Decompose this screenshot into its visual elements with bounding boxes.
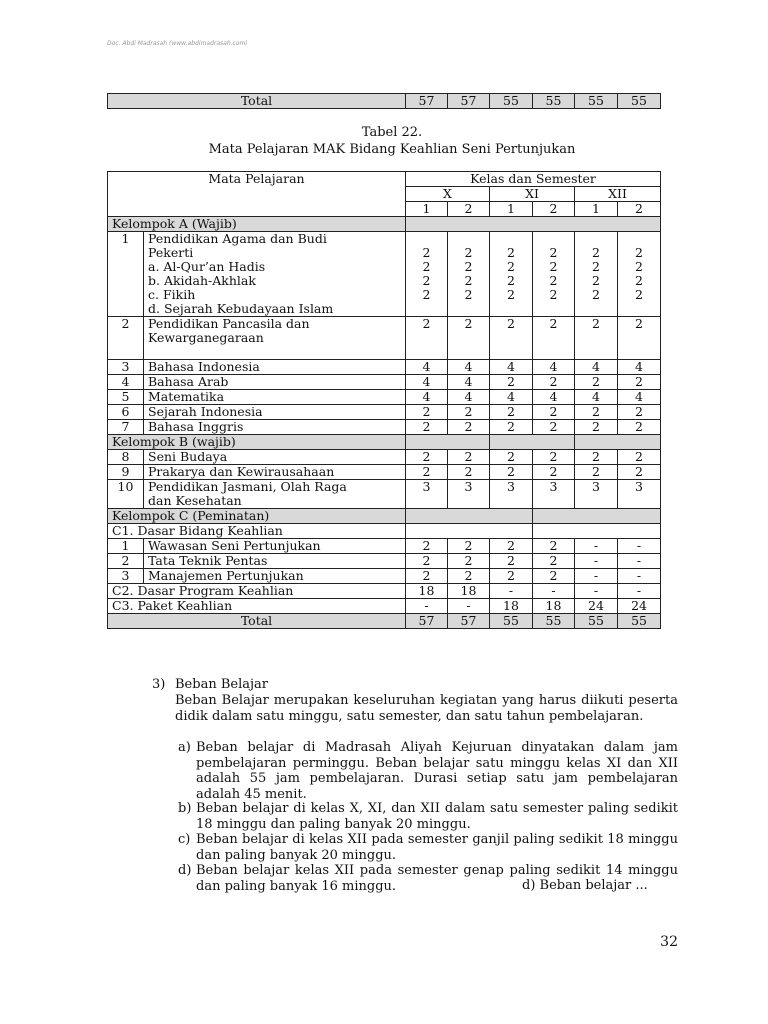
- value-cell: -: [618, 584, 661, 599]
- item-text: Beban belajar kelas XII pada semester genap paling sedikit 14 minggu dan paling banyak 16 minggu.: [196, 863, 678, 894]
- group-row: [108, 435, 661, 450]
- value-cell: 3: [618, 480, 661, 509]
- group-filler: [406, 509, 533, 524]
- value-cell: 4: [448, 360, 490, 375]
- value-cell: 2: [448, 420, 490, 435]
- value-cell: 3: [575, 480, 618, 509]
- value-cell: 2: [575, 420, 618, 435]
- value-cell: 18: [406, 584, 448, 599]
- row-number: 7: [108, 420, 144, 435]
- table-row: [108, 554, 661, 569]
- value-cell: 4: [533, 390, 575, 405]
- row-number: 1: [108, 232, 144, 317]
- value-cell: 55: [618, 614, 661, 629]
- table-row: [108, 232, 661, 317]
- subject-line: c. Fikih: [148, 287, 196, 302]
- table-row: [108, 317, 661, 360]
- subject-cell: Wawasan Seni Pertunjukan: [144, 539, 406, 554]
- header-semester: 1: [575, 202, 618, 217]
- table-row: [108, 584, 661, 599]
- value-cell: 2: [448, 539, 490, 554]
- subject-cell: [144, 480, 406, 509]
- subject-line: Kewarganegaraan: [148, 330, 264, 345]
- value-cell: 2: [406, 569, 448, 584]
- cell: 55: [533, 94, 575, 109]
- value-cell: 24: [575, 599, 618, 614]
- value-cell: 4: [533, 360, 575, 375]
- table-caption-number: Tabel 22.: [361, 125, 423, 140]
- value-cell: 2: [618, 450, 661, 465]
- row-number: 2: [108, 317, 144, 360]
- value-cell: 2: [490, 554, 533, 569]
- item-text: Beban belajar di kelas XII pada semester ganjil paling sedikit 18 minggu dan paling banyak 20 minggu.: [196, 832, 678, 863]
- subject-line: Pekerti: [148, 245, 194, 260]
- total-label: Total: [108, 94, 406, 109]
- value-cell: 2: [533, 569, 575, 584]
- value-cell: 2: [406, 420, 448, 435]
- subgroup-row: [108, 524, 661, 539]
- value-cell: 2: [618, 420, 661, 435]
- table-row: [108, 599, 661, 614]
- cell: 57: [448, 94, 490, 109]
- row-number: 10: [108, 480, 144, 509]
- value-cell: 2: [618, 317, 661, 360]
- header-semester: 2: [618, 202, 661, 217]
- subgroup-filler: [406, 524, 533, 539]
- value-cell: 2 2 2 2: [490, 232, 533, 317]
- value-cell: 4: [406, 375, 448, 390]
- value-cell: 2: [448, 569, 490, 584]
- subgroup-filler: [533, 524, 661, 539]
- table-header-row: [108, 172, 661, 187]
- value-cell: 2: [533, 554, 575, 569]
- row-number: 3: [108, 569, 144, 584]
- header-subject: Mata Pelajaran: [108, 172, 406, 217]
- item-label: d): [178, 863, 192, 878]
- value-cell: 18: [448, 584, 490, 599]
- value-cell: -: [618, 569, 661, 584]
- page-number: 32: [660, 934, 678, 950]
- value-cell: 55: [575, 614, 618, 629]
- row-number: 5: [108, 390, 144, 405]
- value-cell: 2: [618, 465, 661, 480]
- subject-cell: [144, 317, 406, 360]
- section-heading: Beban Belajar: [175, 677, 268, 692]
- value-cell: 2: [406, 405, 448, 420]
- value-cell: 18: [490, 599, 533, 614]
- value-cell: 2: [575, 375, 618, 390]
- value-cell: 4: [448, 375, 490, 390]
- table-row: [108, 94, 661, 109]
- item-label: a): [178, 740, 191, 755]
- value-cell: 2: [575, 465, 618, 480]
- value-cell: 2: [490, 450, 533, 465]
- value-cell: 2: [533, 450, 575, 465]
- value-cell: -: [575, 554, 618, 569]
- value-cell: 2: [490, 539, 533, 554]
- header-note: Doc. Abdi Madrasah (www.abdimadrasah.com): [107, 40, 248, 47]
- value-cell: 2: [533, 539, 575, 554]
- header-semester: 2: [533, 202, 575, 217]
- header-semester: 1: [406, 202, 448, 217]
- value-cell: -: [490, 584, 533, 599]
- value-cell: 4: [490, 360, 533, 375]
- table-row: [108, 569, 661, 584]
- value-cell: 2: [575, 317, 618, 360]
- value-cell: 2: [406, 554, 448, 569]
- subject-cell: Matematika: [144, 390, 406, 405]
- value-cell: 2 2 2 2: [618, 232, 661, 317]
- cell: 55: [575, 94, 618, 109]
- subject-cell: Bahasa Inggris: [144, 420, 406, 435]
- value-cell: 2: [448, 554, 490, 569]
- total-row: [108, 614, 661, 629]
- section-number: 3): [152, 677, 166, 692]
- subject-cell: C3. Paket Keahlian: [108, 599, 406, 614]
- subject-cell: Tata Teknik Pentas: [144, 554, 406, 569]
- item-label: c): [178, 832, 191, 847]
- table-row: [108, 375, 661, 390]
- value-cell: 2: [490, 375, 533, 390]
- value-cell: 2: [533, 465, 575, 480]
- previous-table-total: [107, 93, 661, 109]
- value-cell: 2 2 2 2: [406, 232, 448, 317]
- value-cell: 4: [575, 360, 618, 375]
- row-number: 6: [108, 405, 144, 420]
- value-cell: 2: [490, 317, 533, 360]
- value-cell: 2 2 2 2: [533, 232, 575, 317]
- value-cell: 4: [448, 390, 490, 405]
- group-filler: [490, 435, 575, 450]
- cell: 55: [490, 94, 533, 109]
- item-text: Beban belajar di kelas X, XI, dan XII dalam satu semester paling sedikit 18 minggu dan paling banyak 20 minggu.: [196, 801, 678, 832]
- value-cell: 2: [575, 450, 618, 465]
- table-row: [108, 405, 661, 420]
- subject-line: Pendidikan Jasmani, Olah Raga: [148, 479, 347, 494]
- group-filler: [406, 217, 661, 232]
- group-label: Kelompok C (Peminatan): [108, 509, 406, 524]
- value-cell: 4: [490, 390, 533, 405]
- value-cell: 4: [618, 360, 661, 375]
- value-cell: 2: [618, 375, 661, 390]
- table-row: [108, 360, 661, 375]
- subject-line: a. Al-Qur’an Hadis: [148, 259, 266, 274]
- value-cell: 2: [618, 405, 661, 420]
- value-cell: -: [618, 539, 661, 554]
- value-cell: 2: [490, 420, 533, 435]
- subgroup-label: C1. Dasar Bidang Keahlian: [108, 524, 406, 539]
- subject-cell: Sejarah Indonesia: [144, 405, 406, 420]
- subject-cell: Manajemen Pertunjukan: [144, 569, 406, 584]
- value-cell: -: [406, 599, 448, 614]
- subject-line: Pendidikan Pancasila dan: [148, 316, 310, 331]
- item-text: Beban belajar di Madrasah Aliyah Kejuruan dinyatakan dalam jam pembelajaran perminggu. Beban belajar satu minggu kelas XI dan XII adalah 55 jam pembelajaran. Durasi setiap satu jam pembelajaran adalah 45 menit.: [196, 740, 678, 802]
- value-cell: 24: [618, 599, 661, 614]
- item-label: b): [178, 801, 192, 816]
- value-cell: 2: [533, 420, 575, 435]
- subject-cell: Bahasa Indonesia: [144, 360, 406, 375]
- header-grade: XI: [490, 187, 575, 202]
- value-cell: 2: [448, 465, 490, 480]
- subject-line: Pendidikan Agama dan Budi: [148, 231, 327, 246]
- value-cell: 3: [533, 480, 575, 509]
- value-cell: 2: [448, 450, 490, 465]
- subject-line: d. Sejarah Kebudayaan Islam: [148, 301, 334, 316]
- value-cell: 2: [490, 405, 533, 420]
- group-row: [108, 217, 661, 232]
- value-cell: -: [448, 599, 490, 614]
- header-grade: XII: [575, 187, 661, 202]
- value-cell: 57: [448, 614, 490, 629]
- group-filler: [533, 509, 661, 524]
- continuation-note: d) Beban belajar ...: [522, 878, 648, 893]
- group-filler: [406, 435, 490, 450]
- row-number: 3: [108, 360, 144, 375]
- subject-cell: Prakarya dan Kewirausahaan: [144, 465, 406, 480]
- value-cell: 2 2 2 2: [448, 232, 490, 317]
- total-label: Total: [108, 614, 406, 629]
- header-semester: 2: [448, 202, 490, 217]
- table-caption-title: Mata Pelajaran MAK Bidang Keahlian Seni Pertunjukan: [208, 142, 576, 157]
- subject-cell: C2. Dasar Program Keahlian: [108, 584, 406, 599]
- value-cell: 4: [406, 360, 448, 375]
- value-cell: 3: [448, 480, 490, 509]
- value-cell: 2: [448, 405, 490, 420]
- header-semester: 1: [490, 202, 533, 217]
- table-row: [108, 480, 661, 509]
- value-cell: 2: [533, 317, 575, 360]
- subject-cell: Bahasa Arab: [144, 375, 406, 390]
- value-cell: 2: [406, 317, 448, 360]
- value-cell: 2: [406, 465, 448, 480]
- subject-line: b. Akidah-Akhlak: [148, 273, 256, 288]
- value-cell: 2: [490, 569, 533, 584]
- value-cell: 4: [575, 390, 618, 405]
- cell: 55: [618, 94, 661, 109]
- value-cell: -: [575, 584, 618, 599]
- group-filler: [575, 435, 661, 450]
- subjects-table: [107, 171, 661, 629]
- value-cell: -: [575, 569, 618, 584]
- row-number: 4: [108, 375, 144, 390]
- value-cell: 4: [406, 390, 448, 405]
- value-cell: -: [533, 584, 575, 599]
- value-cell: 2: [406, 450, 448, 465]
- header-grade: X: [406, 187, 490, 202]
- row-number: 8: [108, 450, 144, 465]
- table-row: [108, 539, 661, 554]
- group-label: Kelompok A (Wajib): [108, 217, 406, 232]
- section-intro: Beban Belajar merupakan keseluruhan kegiatan yang harus diikuti peserta didik dalam satu minggu, satu semester, dan satu tahun pembelajaran.: [175, 693, 678, 724]
- table-row: [108, 465, 661, 480]
- subject-line: dan Kesehatan: [148, 493, 242, 508]
- value-cell: 3: [406, 480, 448, 509]
- cell: 57: [406, 94, 448, 109]
- table-row: [108, 420, 661, 435]
- value-cell: 57: [406, 614, 448, 629]
- header-kelas: Kelas dan Semester: [406, 172, 661, 187]
- group-row: [108, 509, 661, 524]
- row-number: 1: [108, 539, 144, 554]
- value-cell: 2: [533, 405, 575, 420]
- value-cell: 2: [490, 465, 533, 480]
- value-cell: 2: [575, 405, 618, 420]
- value-cell: 4: [618, 390, 661, 405]
- row-number: 2: [108, 554, 144, 569]
- value-cell: -: [575, 539, 618, 554]
- table-row: [108, 390, 661, 405]
- value-cell: -: [618, 554, 661, 569]
- value-cell: 18: [533, 599, 575, 614]
- value-cell: 55: [490, 614, 533, 629]
- value-cell: 3: [490, 480, 533, 509]
- value-cell: 2: [406, 539, 448, 554]
- subject-cell: Seni Budaya: [144, 450, 406, 465]
- group-label: Kelompok B (wajib): [108, 435, 406, 450]
- table-row: [108, 450, 661, 465]
- value-cell: 2: [533, 375, 575, 390]
- value-cell: 2: [448, 317, 490, 360]
- row-number: 9: [108, 465, 144, 480]
- value-cell: 55: [533, 614, 575, 629]
- value-cell: 2 2 2 2: [575, 232, 618, 317]
- subject-cell: [144, 232, 406, 317]
